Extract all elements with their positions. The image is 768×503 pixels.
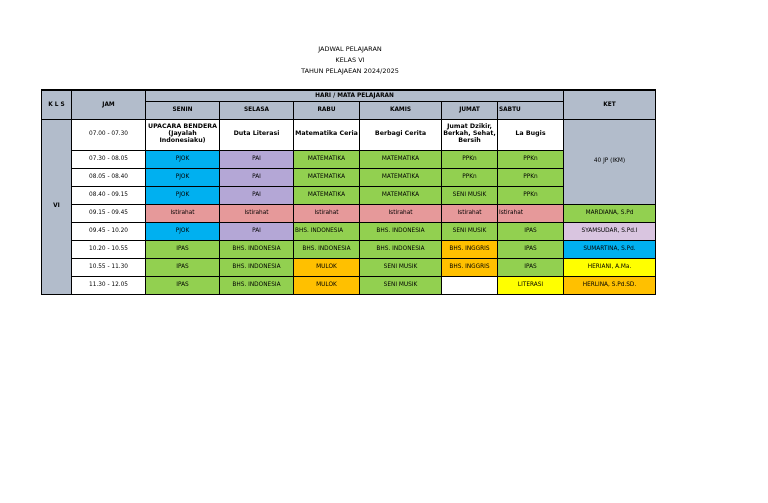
cell-selasa: PAI <box>220 168 294 186</box>
ket-teacher: HERLINA, S.Pd.SD. <box>564 276 656 294</box>
cell-sabtu: PPKn <box>498 168 564 186</box>
cell-selasa: BHS. INDONESIA <box>220 258 294 276</box>
cell-rabu: MATEMATIKA <box>294 168 360 186</box>
header-sabtu: SABTU <box>498 101 564 119</box>
cell-senin: PJOK <box>146 150 220 168</box>
cell-sabtu: La Bugis <box>498 119 564 150</box>
cell-selasa: BHS. INDONESIA <box>220 276 294 294</box>
cell-kamis: Berbagi Cerita <box>360 119 442 150</box>
cell-jumat: Istirahat <box>442 204 498 222</box>
time-cell: 11.30 - 12.05 <box>72 276 146 294</box>
time-cell: 10.20 - 10.55 <box>72 240 146 258</box>
time-cell: 09.45 - 10.20 <box>72 222 146 240</box>
ket-teacher: SYAMSUDAR, S.Pd.I <box>564 222 656 240</box>
cell-senin: IPAS <box>146 258 220 276</box>
cell-jumat: Jumat Dzikir, Berkah, Sehat, Bersih <box>442 119 498 150</box>
cell-kamis: Istirahat <box>360 204 442 222</box>
cell-rabu: BHS. INDONESIA <box>294 240 360 258</box>
cell-selasa: PAI <box>220 150 294 168</box>
cell-rabu: BHS. INDONESIA <box>294 222 360 240</box>
cell-jumat: BHS. INGGRIS <box>442 240 498 258</box>
cell-kamis: MATEMATIKA <box>360 150 442 168</box>
cell-sabtu: LITERASI <box>498 276 564 294</box>
header-kls: K L S <box>42 90 72 119</box>
cell-kamis: MATEMATIKA <box>360 168 442 186</box>
cell-sabtu: PPKn <box>498 186 564 204</box>
cell-senin: Istirahat <box>146 204 220 222</box>
cell-jumat: PPKn <box>442 150 498 168</box>
cell-jumat: SENI MUSIK <box>442 186 498 204</box>
ket-teacher: MARDIANA, S.Pd <box>564 204 656 222</box>
cell-selasa: Istirahat <box>220 204 294 222</box>
time-cell: 07.30 - 08.05 <box>72 150 146 168</box>
cell-sabtu: PPKn <box>498 150 564 168</box>
header-kamis: KAMIS <box>360 101 442 119</box>
cell-selasa: BHS. INDONESIA <box>220 240 294 258</box>
ket-jp-cell: 40 JP (IKM) <box>564 119 656 204</box>
cell-rabu: Matematika Ceria <box>294 119 360 150</box>
cell-senin: IPAS <box>146 240 220 258</box>
cell-jumat <box>442 276 498 294</box>
cell-kamis: SENI MUSIK <box>360 258 442 276</box>
cell-rabu: MULOK <box>294 276 360 294</box>
cell-rabu: MULOK <box>294 258 360 276</box>
cell-senin: PJOK <box>146 168 220 186</box>
cell-jumat: SENI MUSIK <box>442 222 498 240</box>
cell-selasa: PAI <box>220 186 294 204</box>
cell-senin: IPAS <box>146 276 220 294</box>
schedule-table <box>41 89 656 295</box>
cell-senin: PJOK <box>146 186 220 204</box>
header-selasa: SELASA <box>220 101 294 119</box>
cell-sabtu: IPAS <box>498 240 564 258</box>
cell-sabtu: IPAS <box>498 222 564 240</box>
heading-line-3: TAHUN PELAJAEAN 2024/2025 <box>301 67 399 75</box>
header-days-group: HARI / MATA PELAJARAN <box>146 90 564 101</box>
header-rabu: RABU <box>294 101 360 119</box>
time-cell: 08.05 - 08.40 <box>72 168 146 186</box>
cell-sabtu: Istirahat <box>498 204 564 222</box>
cell-kamis: BHS. INDONESIA <box>360 222 442 240</box>
cell-jumat: BHS. INGGRIS <box>442 258 498 276</box>
cell-kamis: MATEMATIKA <box>360 186 442 204</box>
cell-rabu: MATEMATIKA <box>294 150 360 168</box>
heading-line-2: KELAS VI <box>335 56 365 64</box>
ket-teacher: SUMARTINA, S.Pd. <box>564 240 656 258</box>
schedule-heading <box>0 44 700 77</box>
time-cell: 08.40 - 09.15 <box>72 186 146 204</box>
class-cell: VI <box>42 119 72 294</box>
cell-kamis: BHS. INDONESIA <box>360 240 442 258</box>
time-cell: 10.55 - 11.30 <box>72 258 146 276</box>
cell-senin: PJOK <box>146 222 220 240</box>
heading-line-1: JADWAL PELAJARAN <box>318 45 382 53</box>
header-jam: JAM <box>72 90 146 119</box>
cell-selasa: PAI <box>220 222 294 240</box>
cell-kamis: SENI MUSIK <box>360 276 442 294</box>
cell-senin: UPACARA BENDERA (Jayalah Indonesiaku) <box>146 119 220 150</box>
time-cell: 09.15 - 09.45 <box>72 204 146 222</box>
cell-sabtu: IPAS <box>498 258 564 276</box>
header-ket: KET <box>564 90 656 119</box>
header-jumat: JUMAT <box>442 101 498 119</box>
header-senin: SENIN <box>146 101 220 119</box>
time-cell: 07.00 - 07.30 <box>72 119 146 150</box>
cell-rabu: MATEMATIKA <box>294 186 360 204</box>
cell-jumat: PPKn <box>442 168 498 186</box>
ket-teacher: HERIANI, A.Ma. <box>564 258 656 276</box>
cell-rabu: Istirahat <box>294 204 360 222</box>
cell-selasa: Duta Literasi <box>220 119 294 150</box>
